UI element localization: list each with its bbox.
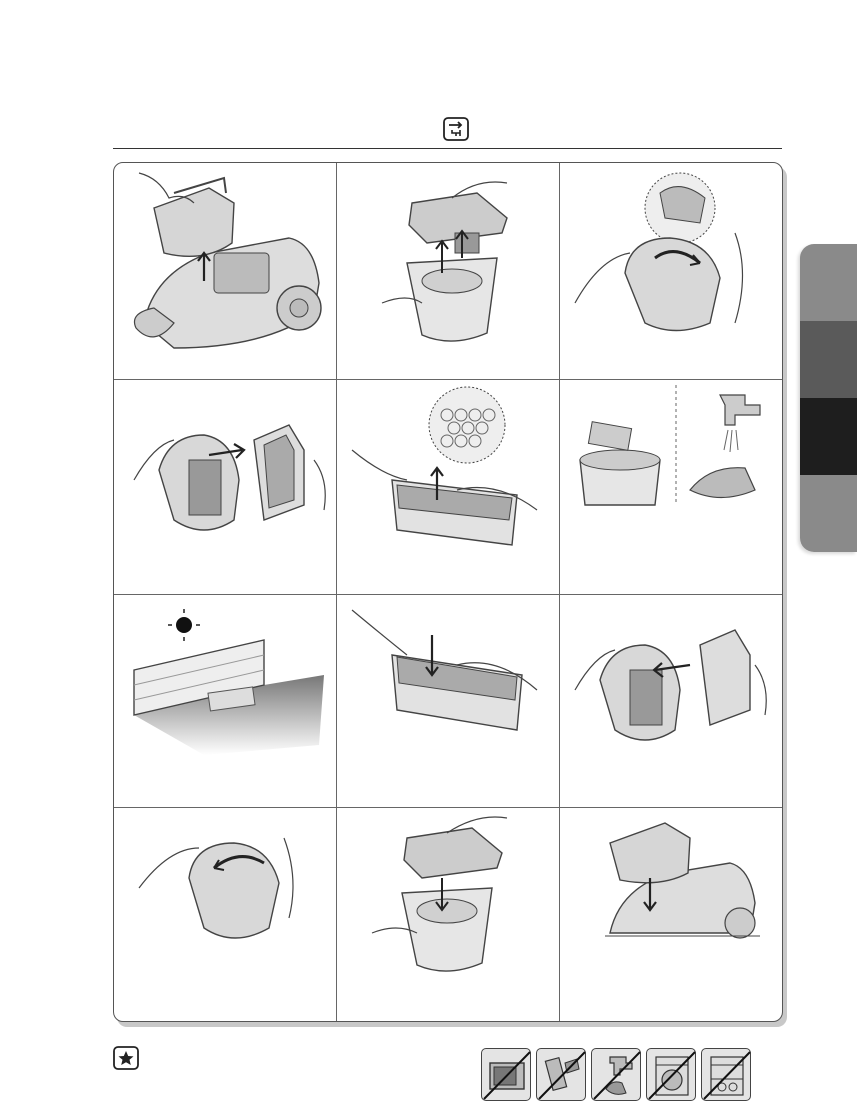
step-4-filter-frame-removal	[114, 380, 337, 595]
step-illustration	[337, 163, 560, 353]
step-11-dust-bin-assembly	[337, 808, 560, 1021]
chapter-side-tabs	[800, 244, 857, 552]
chapter-tab	[800, 475, 857, 552]
step-illustration	[114, 595, 337, 785]
step-10-cover-closing	[114, 808, 337, 1021]
step-illustration	[114, 808, 337, 998]
step-illustration	[560, 595, 782, 785]
unplug-icon	[443, 117, 469, 141]
steps-panel	[113, 162, 783, 1022]
step-illustration	[337, 380, 560, 570]
step-2-dust-bin-separation	[337, 163, 560, 380]
washing-machine-prohibited-icon	[646, 1048, 696, 1101]
step-5-filter-removal	[337, 380, 560, 595]
step-illustration	[337, 808, 560, 998]
warning-icons	[481, 1048, 757, 1101]
step-9-filter-frame-insertion	[560, 595, 782, 808]
step-8-filter-insertion	[337, 595, 560, 808]
microwave-prohibited-icon	[481, 1048, 531, 1101]
step-12-dust-bin-installation	[560, 808, 782, 1021]
chapter-tab	[800, 244, 857, 321]
step-illustration	[114, 163, 337, 353]
dishwasher-prohibited-icon	[701, 1048, 751, 1101]
star-icon	[113, 1046, 139, 1070]
step-7-filter-drying	[114, 595, 337, 808]
step-illustration	[560, 808, 782, 998]
hair-dryer-prohibited-icon	[536, 1048, 586, 1101]
hot-water-prohibited-icon	[591, 1048, 641, 1101]
step-illustration	[114, 380, 337, 570]
step-illustration	[560, 380, 782, 570]
step-1-dust-bin-removal	[114, 163, 337, 380]
step-grid	[114, 163, 782, 1021]
header-rule	[113, 148, 782, 149]
chapter-tab-active	[800, 398, 857, 475]
step-6-filter-washing	[560, 380, 782, 595]
step-illustration	[337, 595, 560, 785]
chapter-tab	[800, 321, 857, 398]
step-3-cover-opening	[560, 163, 782, 380]
step-illustration	[560, 163, 782, 353]
